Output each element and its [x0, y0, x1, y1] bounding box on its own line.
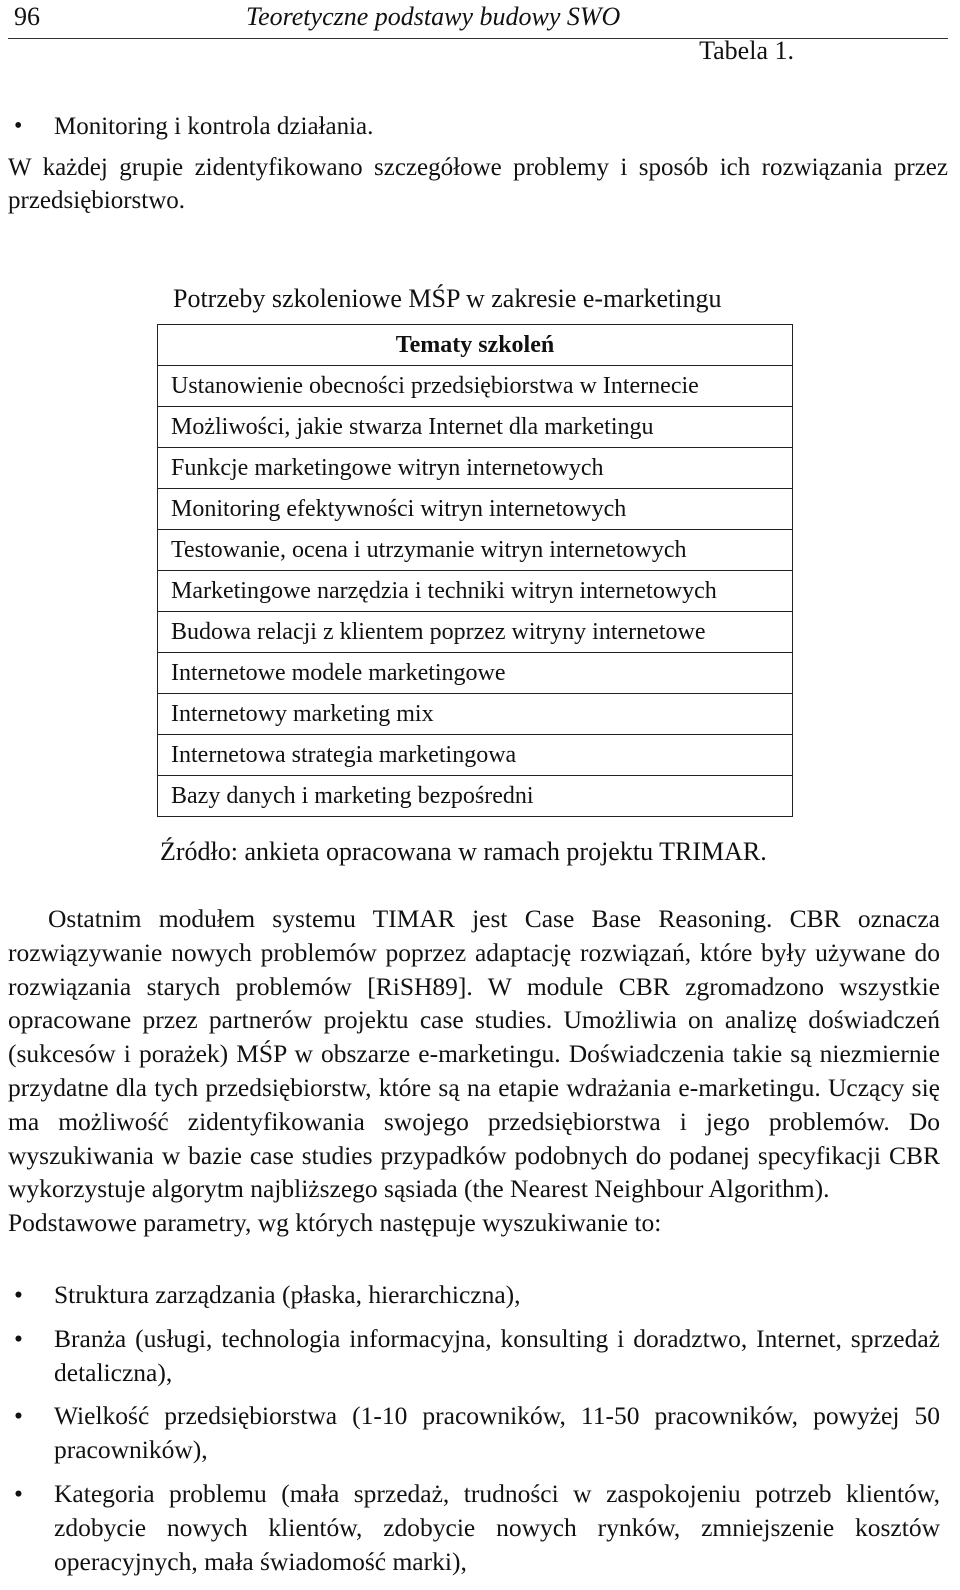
list-item-text: Struktura zarządzania (płaska, hierarchiczna),: [54, 1280, 521, 1309]
table-cell: Funkcje marketingowe witryn internetowych: [158, 448, 793, 489]
running-title: Teoretyczne podstawy budowy SWO: [246, 2, 621, 31]
body-text: [8, 902, 940, 1240]
table-cell: Ustanowienie obecności przedsiębiorstwa w Internecie: [158, 366, 793, 407]
list-item: [0, 1477, 940, 1578]
table-row: [158, 407, 793, 448]
bullet-icon: •: [14, 1280, 23, 1309]
page-header: [8, 0, 948, 39]
table-cell: Monitoring efektywności witryn internetowych: [158, 489, 793, 530]
list-item-text: Wielkość przedsiębiorstwa (1-10 pracowników, 11-50 pracowników, powyżej 50 pracowników),: [54, 1401, 940, 1465]
parameters-list: [0, 1278, 940, 1588]
table-cell: Bazy danych i marketing bezpośredni: [158, 776, 793, 817]
list-item: [0, 1322, 940, 1390]
table-cell: Internetowy marketing mix: [158, 694, 793, 735]
bullet-icon: •: [14, 1478, 23, 1508]
table-cell: Internetowa strategia marketingowa: [158, 735, 793, 776]
topics-table: [157, 324, 793, 817]
table-row: [158, 612, 793, 653]
table-cell: Marketingowe narzędzia i techniki witryn internetowych: [158, 571, 793, 612]
table-cell: Testowanie, ocena i utrzymanie witryn internetowych: [158, 530, 793, 571]
table-caption: Potrzeby szkoleniowe MŚP w zakresie e-marketingu: [173, 284, 722, 313]
list-item-text: Branża (usługi, technologia informacyjna, konsulting i doradztwo, Internet, sprzedaż detaliczna),: [54, 1323, 940, 1387]
table-header-row: [158, 325, 793, 366]
table-row: [158, 776, 793, 817]
table-source: Źródło: ankieta opracowana w ramach projektu TRIMAR.: [160, 837, 767, 866]
list-item-text: Monitoring i kontrola działania.: [54, 113, 374, 140]
bullet-icon: •: [14, 1401, 23, 1431]
table-header-cell: Tematy szkoleń: [158, 325, 793, 366]
body-paragraph: Ostatnim modułem systemu TIMAR jest Case Base Reasoning. CBR oznacza rozwiązywanie nowych problemów poprzez adaptację rozwiązań, które były używane do rozwiązania starych problemów [RiSH89]. W module CBR zgromadzono wszystkie opracowane przez partnerów projektu case studies. Umożliwia on analizę doświadczeń (sukcesów i porażek) MŚP w obszarze e-marketingu. Doświadczenia takie są niezmiernie przydatne dla tych przedsiębiorstw, które są na etapie wdrażania e-marketingu. Uczący się ma możliwość zidentyfikowania swojego przedsiębiorstwa i jego problemów. Do wyszukiwania w bazie case studies przypadków podobnych do podanej specyfikacji CBR wykorzystuje algorytm najbliższego sąsiada (the Nearest Neighbour Algorithm).: [8, 904, 940, 1204]
table-cell: Internetowe modele marketingowe: [158, 653, 793, 694]
bullet-icon: •: [14, 1323, 23, 1353]
table-row: [158, 530, 793, 571]
table-row: [158, 735, 793, 776]
table-cell: Możliwości, jakie stwarza Internet dla marketingu: [158, 407, 793, 448]
page-number: 96: [14, 2, 40, 31]
table-row: [158, 489, 793, 530]
table-row: [158, 694, 793, 735]
table-cell: Budowa relacji z klientem poprzez witryny internetowe: [158, 612, 793, 653]
table-label: Tabela 1.: [699, 36, 794, 65]
list-item: [0, 1399, 940, 1467]
table-row: [158, 448, 793, 489]
intro-paragraph: W każdej grupie zidentyfikowano szczegółowe problemy i sposób ich rozwiązania przez przedsiębiorstwo.: [8, 154, 948, 214]
table-row: [158, 366, 793, 407]
table-row: [158, 571, 793, 612]
list-item-text: Kategoria problemu (mała sprzedaż, trudności w zaspokojeniu potrzeb klientów, zdobycie nowych klientów, zdobycie nowych rynków, zmniejszenie kosztów operacyjnych, mała świadomość marki),: [54, 1478, 940, 1576]
table-row: [158, 653, 793, 694]
list-item: [0, 1278, 940, 1312]
bullet-icon: •: [14, 113, 23, 139]
body-paragraph: Podstawowe parametry, wg których następuje wyszukiwanie to:: [8, 1208, 662, 1238]
